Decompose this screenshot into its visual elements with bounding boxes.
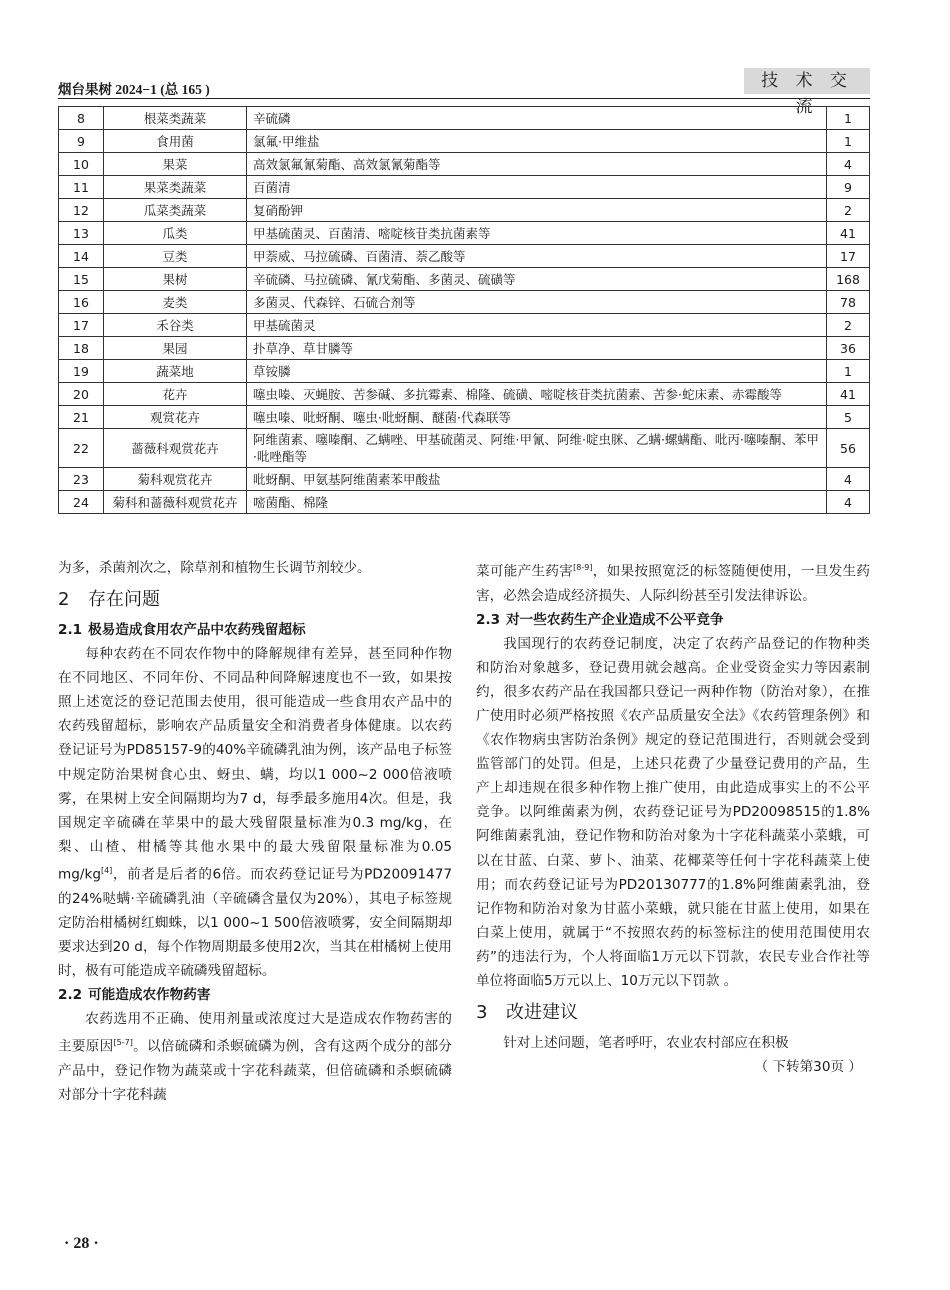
table-row xyxy=(59,153,870,176)
crop-cell: 菊科和蔷薇科观赏花卉 xyxy=(104,491,247,514)
count-cell: 41 xyxy=(827,383,870,406)
section-title: 存在问题 xyxy=(88,589,160,611)
row-number-cell: 9 xyxy=(59,130,104,153)
table-row xyxy=(59,268,870,291)
pesticides-cell: 阿维菌素、噻嗪酮、乙螨唑、甲基硫菌灵、阿维·甲氰、阿维·啶虫脒、乙螨·螺螨酯、吡丙·噻嗪酮、苯甲·吡唑酯等 xyxy=(247,429,827,468)
pesticides-cell: 噻虫嗪、吡蚜酮、噻虫·吡蚜酮、醚菌·代森联等 xyxy=(247,406,827,429)
pesticides-cell: 辛硫磷 xyxy=(247,107,827,130)
table-row xyxy=(59,314,870,337)
count-cell: 168 xyxy=(827,268,870,291)
crop-cell: 豆类 xyxy=(104,245,247,268)
count-cell: 1 xyxy=(827,360,870,383)
subsection-number: 2.3 xyxy=(476,611,501,628)
left-column xyxy=(58,556,452,1107)
crop-cell: 果菜 xyxy=(104,153,247,176)
count-cell: 36 xyxy=(827,337,870,360)
pesticides-cell: 甲基硫菌灵、百菌清、嘧啶核苷类抗菌素等 xyxy=(247,222,827,245)
crop-cell: 麦类 xyxy=(104,291,247,314)
row-number-cell: 16 xyxy=(59,291,104,314)
pesticides-cell: 氯氟·甲维盐 xyxy=(247,130,827,153)
count-cell: 4 xyxy=(827,153,870,176)
crop-cell: 根菜类蔬菜 xyxy=(104,107,247,130)
paragraph-text: 农药选用不正确、使用剂量或浓度过大是造成农作物药害的主要原因 xyxy=(58,1010,452,1055)
journal-info: 烟台果树 2024−1 (总 165 ) xyxy=(58,82,210,97)
crop-cell: 瓜类 xyxy=(104,222,247,245)
crop-cell: 果园 xyxy=(104,337,247,360)
pesticides-cell: 甲萘威、马拉硫磷、百菌清、萘乙酸等 xyxy=(247,245,827,268)
section-tag: 技 术 交 流 xyxy=(744,68,870,94)
table-row xyxy=(59,360,870,383)
row-number-cell: 23 xyxy=(59,468,104,491)
section-number: 3 xyxy=(476,1002,488,1024)
row-number-cell: 8 xyxy=(59,107,104,130)
row-number-cell: 12 xyxy=(59,199,104,222)
crop-cell: 菊科观赏花卉 xyxy=(104,468,247,491)
paragraph: 针对上述问题，笔者呼吁，农业农村部应在积极 xyxy=(503,1035,789,1052)
paragraph: 我国现行的农药登记制度，决定了农药产品登记的作物种类和防治对象越多，登记费用就会越高。企业受资金实力等因素制约，很多农药产品在我国都只登记一两种作物（防治对象），在推广使用时必须严格按照《农产品质量安全法》《农药管理条例》和《农作物病虫害防治条例》规定的登记范围进行，否则就会受到监管部门的处罚。但是，上述只花费了少量登记费用的产品，生产上却违规在很多种作物上推广使用，由此造成事实上的不公平竞争。以阿维菌素为例，农药登记证号为PD20098515的1.8%阿维菌素乳油，登记作物和防治对象为十字花科蔬菜小菜蛾，可以在甘蓝、白菜、萝卜、油菜、花椰菜等任何十字花科蔬菜上使用；而农药登记证号为PD20130777的1.8%阿维菌素乳油，登记作物和防治对象为甘蓝小菜蛾，就只能在甘蓝上使用，如果在白菜上使用，就属于“不按照农药的标签标注的使用范围使用农药”的违法行为，个人将面临1万元以下罚款，农民专业合作社等单位将面临5万元以上、10万元以下罚款 。 xyxy=(476,635,870,990)
paragraph xyxy=(58,1007,452,1107)
subsection-heading xyxy=(476,608,870,632)
pesticides-cell: 扑草净、草甘膦等 xyxy=(247,337,827,360)
table-row xyxy=(59,406,870,429)
count-cell: 5 xyxy=(827,406,870,429)
table-row xyxy=(59,291,870,314)
table-row xyxy=(59,130,870,153)
table-body xyxy=(59,107,870,514)
citation: [5-7] xyxy=(113,1038,133,1048)
page-header xyxy=(58,66,870,117)
count-cell: 4 xyxy=(827,491,870,514)
row-number-cell: 22 xyxy=(59,429,104,468)
row-number-cell: 14 xyxy=(59,245,104,268)
pesticides-cell: 多菌灵、代森锌、石硫合剂等 xyxy=(247,291,827,314)
row-number-cell: 15 xyxy=(59,268,104,291)
paragraph-text: ，前者是后者的6倍。而农药登记证号为PD20091477的24%哒螨·辛硫磷乳油（辛硫磷含量仅为20%），其电子标签规定防治柑橘树红蜘蛛，以1 000~1 500倍液喷雾，安全间隔期却要求达到20 d，每个作物周期最多使用2次，当其在柑橘树上使用时，极有可能造成辛硫磷残留超标。 xyxy=(58,866,452,979)
row-number-cell: 20 xyxy=(59,383,104,406)
pesticides-cell: 吡蚜酮、甲氨基阿维菌素苯甲酸盐 xyxy=(247,468,827,491)
table-row xyxy=(59,468,870,491)
crop-cell: 食用菌 xyxy=(104,130,247,153)
table-row xyxy=(59,222,870,245)
row-number-cell: 18 xyxy=(59,337,104,360)
citation: [4] xyxy=(100,865,113,875)
crop-cell: 观赏花卉 xyxy=(104,406,247,429)
citation: [8-9] xyxy=(573,563,593,572)
subsection-number: 2.2 xyxy=(58,986,83,1003)
paragraph-text: 菜可能产生药害 xyxy=(476,563,574,580)
count-cell: 2 xyxy=(827,199,870,222)
row-number-cell: 10 xyxy=(59,153,104,176)
table-row xyxy=(59,383,870,406)
page-number: · 28 · xyxy=(64,1235,99,1252)
count-cell: 41 xyxy=(827,222,870,245)
subsection-title: 对一些农药生产企业造成不公平竞争 xyxy=(506,611,724,628)
pesticides-cell: 草铵膦 xyxy=(247,360,827,383)
count-cell: 4 xyxy=(827,468,870,491)
crop-cell: 蔷薇科观赏花卉 xyxy=(104,429,247,468)
pesticides-cell: 嘧菌酯、棉隆 xyxy=(247,491,827,514)
pesticides-cell: 噻虫嗪、灭蝇胺、苦参碱、多抗霉素、棉隆、硫磺、嘧啶核苷类抗菌素、苦参·蛇床素、赤霉酸等 xyxy=(247,383,827,406)
section-heading xyxy=(476,999,870,1027)
row-number-cell: 11 xyxy=(59,176,104,199)
pesticides-cell: 辛硫磷、马拉硫磷、氰戊菊酯、多菌灵、硫磺等 xyxy=(247,268,827,291)
pesticide-table xyxy=(58,106,870,514)
subsection-title: 极易造成食用农产品中农药残留超标 xyxy=(88,622,306,639)
crop-cell: 花卉 xyxy=(104,383,247,406)
count-cell: 17 xyxy=(827,245,870,268)
paragraph: 为多，杀菌剂次之，除草剂和植物生长调节剂较少。 xyxy=(58,560,371,576)
subsection-number: 2.1 xyxy=(58,622,83,639)
table-row xyxy=(59,491,870,514)
paragraph xyxy=(58,642,452,983)
pesticides-cell: 甲基硫菌灵 xyxy=(247,314,827,337)
subsection-heading xyxy=(58,983,452,1007)
count-cell: 1 xyxy=(827,130,870,153)
table-row xyxy=(59,245,870,268)
paragraph xyxy=(476,556,870,608)
crop-cell: 蔬菜地 xyxy=(104,360,247,383)
pesticides-cell: 百菌清 xyxy=(247,176,827,199)
paragraph-text: 。以倍硫磷和杀螟硫磷为例，含有这两个成分的部分产品中，登记作物为蔬菜或十字花科蔬菜，但倍硫磷和杀螟硫磷对部分十字花科蔬 xyxy=(58,1038,453,1103)
count-cell: 78 xyxy=(827,291,870,314)
count-cell: 1 xyxy=(827,107,870,130)
row-number-cell: 17 xyxy=(59,314,104,337)
crop-cell: 禾谷类 xyxy=(104,314,247,337)
count-cell: 2 xyxy=(827,314,870,337)
table-row xyxy=(59,176,870,199)
crop-cell: 瓜菜类蔬菜 xyxy=(104,199,247,222)
table-row xyxy=(59,337,870,360)
section-number: 2 xyxy=(58,589,70,611)
count-cell: 9 xyxy=(827,176,870,199)
row-number-cell: 24 xyxy=(59,491,104,514)
continued-note: （ 下转第30页 ） xyxy=(754,1059,862,1076)
row-number-cell: 21 xyxy=(59,406,104,429)
count-cell: 56 xyxy=(827,429,870,468)
subsection-heading xyxy=(58,618,452,642)
section-title: 改进建议 xyxy=(506,1002,578,1024)
pesticides-cell: 高效氯氟氰菊酯、高效氯氰菊酯等 xyxy=(247,153,827,176)
paragraph-text: ，如果按照宽泛的标签随便使用，一旦发生药害，必然会造成经济损失、人际纠纷甚至引发法律诉讼。 xyxy=(476,563,870,604)
pesticides-cell: 复硝酚钾 xyxy=(247,199,827,222)
table-row xyxy=(59,429,870,468)
table-row xyxy=(59,199,870,222)
row-number-cell: 19 xyxy=(59,360,104,383)
subsection-title: 可能造成农作物药害 xyxy=(88,986,211,1003)
crop-cell: 果树 xyxy=(104,268,247,291)
section-heading xyxy=(58,586,452,614)
row-number-cell: 13 xyxy=(59,222,104,245)
crop-cell: 果菜类蔬菜 xyxy=(104,176,247,199)
paragraph-text: 每种农药在不同农作物中的降解规律有差异，甚至同种作物在不同地区、不同年份、不同品种间降解速度也不一致，如果按照上述宽泛的登记范围去使用，很可能造成一些食用农产品中的农药残留超标，影响农产品质量安全和消费者身体健康。以农药登记证号为PD85157-9的40%辛硫磷乳油为例，该产品电子标签中规定防治果树食心虫、蚜虫、螨，均以1 000~2 000倍液喷雾，在果树上安全间隔期均为7 d，每季最多施用4次。但是，我国规定辛硫磷在苹果中的最大残留限量标准为0.3 mg/kg，在梨、山楂、柑橘等其他水果中的最大残留限量标准为0.05 mg/kg xyxy=(58,646,452,883)
table-row xyxy=(59,107,870,130)
right-column xyxy=(476,556,870,1079)
